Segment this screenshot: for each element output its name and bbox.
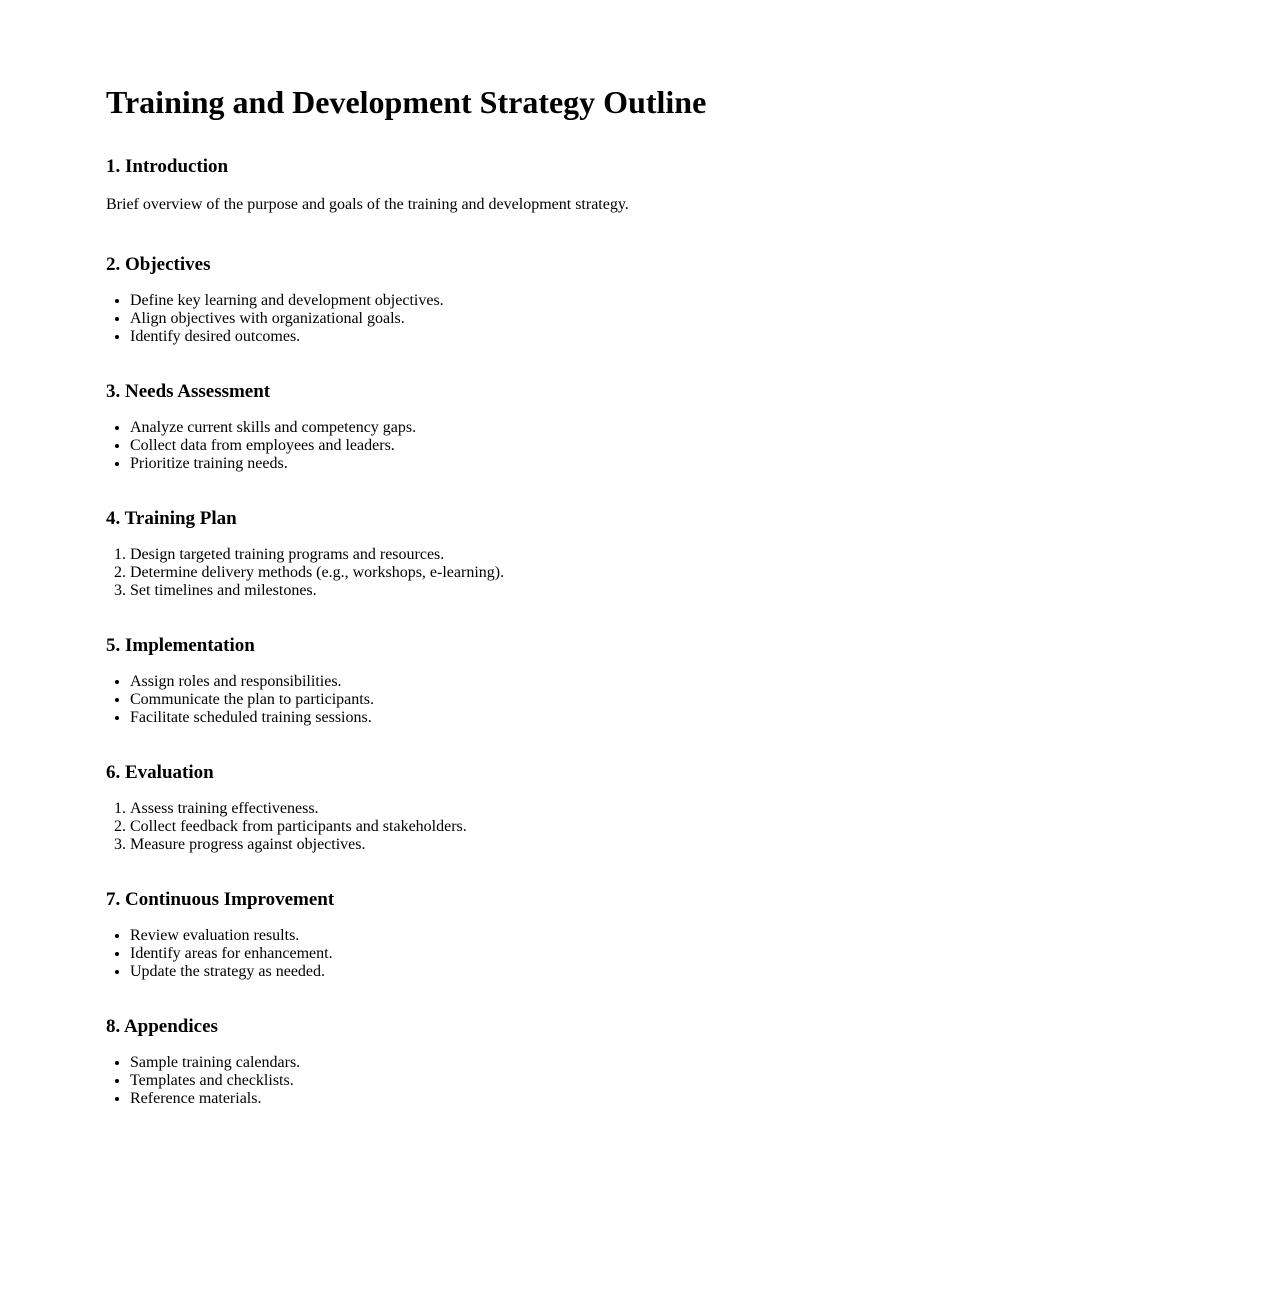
section-evaluation [106,762,1278,854]
section-heading: 2. Objectives [106,254,211,275]
list-item: • Prioritize training needs. [130,455,1278,473]
numbered-list [106,546,1278,600]
bullet-list [106,292,1278,346]
section-heading: 6. Evaluation [106,762,214,783]
bullet-list [106,927,1278,981]
list-item: 2. Determine delivery methods (e.g., workshops, e-learning). [130,564,1278,582]
list-item: • Analyze current skills and competency gaps. [130,419,1278,437]
section-heading: 3. Needs Assessment [106,381,271,402]
page-title: Training and Development Strategy Outline [106,84,707,120]
section-introduction [106,156,1278,214]
section-heading: 5. Implementation [106,635,255,656]
list-item: • Align objectives with organizational goals. [130,310,1278,328]
list-item: • Communicate the plan to participants. [130,691,1278,709]
numbered-list [106,800,1278,854]
list-item: • Sample training calendars. [130,1054,1278,1072]
list-item: • Identify desired outcomes. [130,328,1278,346]
section-heading: 8. Appendices [106,1016,218,1037]
list-item: 1. Design targeted training programs and resources. [130,546,1278,564]
bullet-list [106,673,1278,727]
section-objectives [106,254,1278,346]
section-heading: 4. Training Plan [106,508,237,529]
list-item: • Review evaluation results. [130,927,1278,945]
bullet-list [106,419,1278,473]
section-implementation [106,635,1278,727]
list-item: • Identify areas for enhancement. [130,945,1278,963]
section-heading: 7. Continuous Improvement [106,889,335,910]
list-item: 3. Set timelines and milestones. [130,582,1278,600]
list-item: • Facilitate scheduled training sessions. [130,709,1278,727]
list-item: 1. Assess training effectiveness. [130,800,1278,818]
list-item: • Define key learning and development objectives. [130,292,1278,310]
section-continuous-improvement [106,889,1278,981]
section-paragraph: Brief overview of the purpose and goals of the training and development strategy. [106,196,629,213]
bullet-list [106,1054,1278,1108]
section-needs-assessment [106,381,1278,473]
list-item: • Update the strategy as needed. [130,963,1278,981]
list-item: • Templates and checklists. [130,1072,1278,1090]
list-item: • Collect data from employees and leaders. [130,437,1278,455]
section-heading: 1. Introduction [106,156,229,177]
list-item: • Reference materials. [130,1090,1278,1108]
list-item: 2. Collect feedback from participants and stakeholders. [130,818,1278,836]
list-item: 3. Measure progress against objectives. [130,836,1278,854]
section-appendices [106,1016,1278,1108]
list-item: • Assign roles and responsibilities. [130,673,1278,691]
section-training-plan [106,508,1278,600]
